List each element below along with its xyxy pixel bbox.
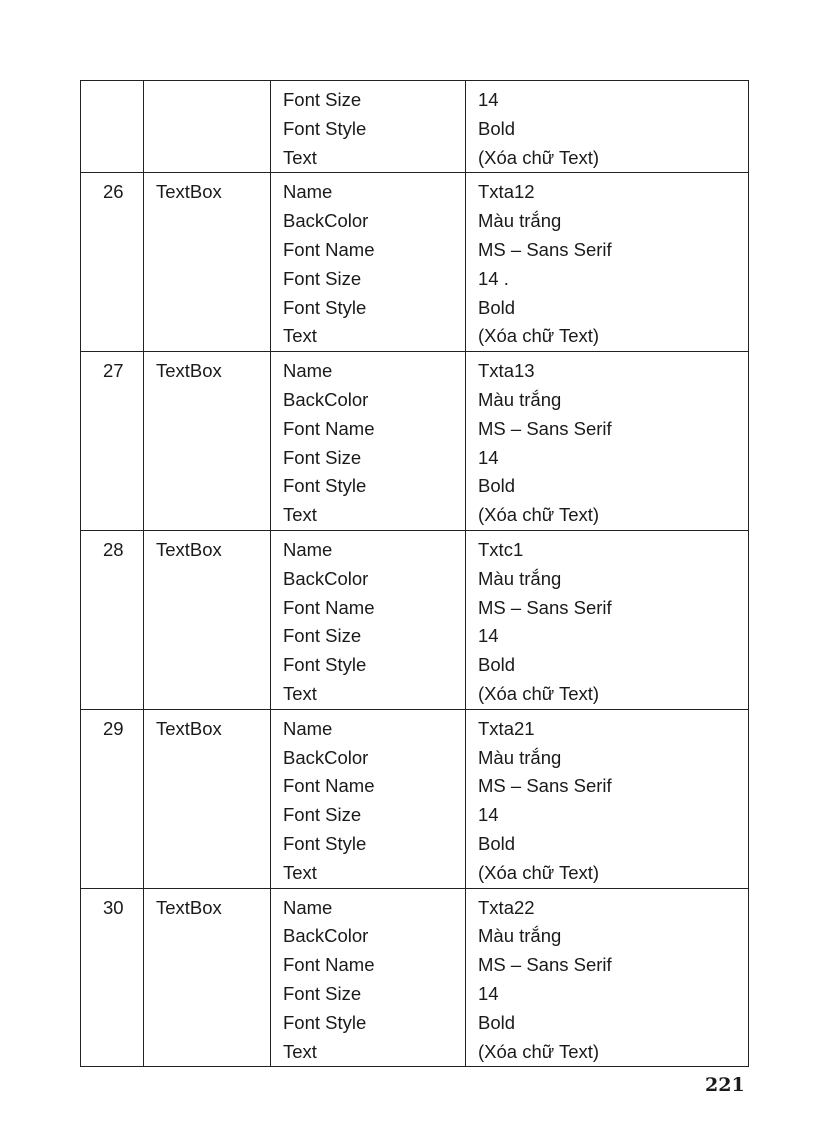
property-name: BackColor [283,210,369,232]
control-type: TextBox [156,717,222,739]
property-name: Name [283,896,333,918]
property-value: MS – Sans Serif [478,775,612,797]
property-value: MS – Sans Serif [478,954,612,976]
property-cell [271,81,466,173]
property-value: Bold [478,296,516,318]
row-number: 29 [103,717,124,739]
row-number-cell [81,352,144,531]
row-number-cell [81,81,144,173]
property-name: Text [283,504,317,526]
row-number: 27 [103,360,124,382]
property-name: BackColor [283,746,369,768]
property-value: (Xóa chữ Text) [478,504,600,526]
property-name: Name [283,717,333,739]
control-type: TextBox [156,896,222,918]
property-cell [271,530,466,709]
property-name: Text [283,682,317,704]
property-name: Font Name [283,596,375,618]
value-cell [466,530,749,709]
control-type: TextBox [156,538,222,560]
properties-table-body [81,81,749,1067]
property-name: Font Size [283,804,362,826]
property-value: (Xóa chữ Text) [478,146,600,168]
property-cell [271,888,466,1067]
value-cell [466,709,749,888]
property-value: Bold [478,117,516,139]
property-name: Font Style [283,117,367,139]
property-name: Font Size [283,982,362,1004]
control-type-cell [144,173,271,352]
table-row [81,709,749,888]
row-number: 26 [103,181,124,203]
page-number: 221 [705,1074,745,1096]
table-row [81,352,749,531]
properties-table [80,80,749,1067]
property-value: MS – Sans Serif [478,238,612,260]
table-row [81,173,749,352]
property-name: BackColor [283,925,369,947]
control-type-cell [144,352,271,531]
row-number-cell [81,888,144,1067]
table-row [81,81,749,173]
value-cell [466,888,749,1067]
property-name: Font Style [283,654,367,676]
property-value: Màu trắng [478,210,562,232]
control-type-cell [144,709,271,888]
property-value: Bold [478,832,516,854]
property-name: Font Name [283,954,375,976]
control-type: TextBox [156,181,222,203]
property-name: Name [283,181,333,203]
property-cell [271,352,466,531]
control-type [156,86,270,115]
row-number [103,86,143,115]
property-value: (Xóa chữ Text) [478,682,600,704]
property-name: Font Style [283,475,367,497]
control-type: TextBox [156,360,222,382]
property-value: MS – Sans Serif [478,417,612,439]
property-name: Text [283,861,317,883]
property-value: (Xóa chữ Text) [478,325,600,347]
property-value: (Xóa chữ Text) [478,1040,600,1062]
property-name: Font Style [283,296,367,318]
row-number: 28 [103,538,124,560]
row-number-cell [81,173,144,352]
property-value: 14 [478,89,499,110]
value-cell [466,352,749,531]
property-name: Font Size [283,446,362,468]
property-value: Txta22 [478,896,535,918]
property-value: 14 [478,982,499,1004]
property-value: 14 [478,625,499,647]
property-name: Name [283,360,333,382]
property-name: BackColor [283,388,369,410]
control-type-cell [144,81,271,173]
property-name: Text [283,1040,317,1062]
property-name: Font Style [283,832,367,854]
property-cell [271,173,466,352]
property-value: Txta21 [478,717,535,739]
property-value: Bold [478,475,516,497]
property-name: Font Size [283,267,362,289]
property-name: Font Size [283,625,362,647]
property-value: MS – Sans Serif [478,596,612,618]
value-cell [466,81,749,173]
property-name: Font Style [283,1011,367,1033]
property-value: Txta13 [478,360,535,382]
property-value: 14 . [478,267,509,289]
property-value: (Xóa chữ Text) [478,861,600,883]
control-type-cell [144,530,271,709]
row-number: 30 [103,896,124,918]
property-name: Font Name [283,417,375,439]
row-number-cell [81,709,144,888]
property-name: BackColor [283,567,369,589]
property-cell [271,709,466,888]
property-value: Bold [478,654,516,676]
property-name: Text [283,325,317,347]
property-name: Font Name [283,775,375,797]
property-name: Name [283,538,333,560]
property-value: Màu trắng [478,746,562,768]
property-name: Text [283,146,317,168]
property-value: Bold [478,1011,516,1033]
table-row [81,530,749,709]
property-value: Màu trắng [478,925,562,947]
control-type-cell [144,888,271,1067]
property-value: Màu trắng [478,567,562,589]
property-value: Txta12 [478,181,535,203]
table-row [81,888,749,1067]
property-value: Txtc1 [478,538,524,560]
row-number-cell [81,530,144,709]
property-value: 14 [478,804,499,826]
property-name: Font Name [283,238,375,260]
property-name: Font Size [283,89,362,110]
property-value: 14 [478,446,499,468]
value-cell [466,173,749,352]
property-value: Màu trắng [478,388,562,410]
